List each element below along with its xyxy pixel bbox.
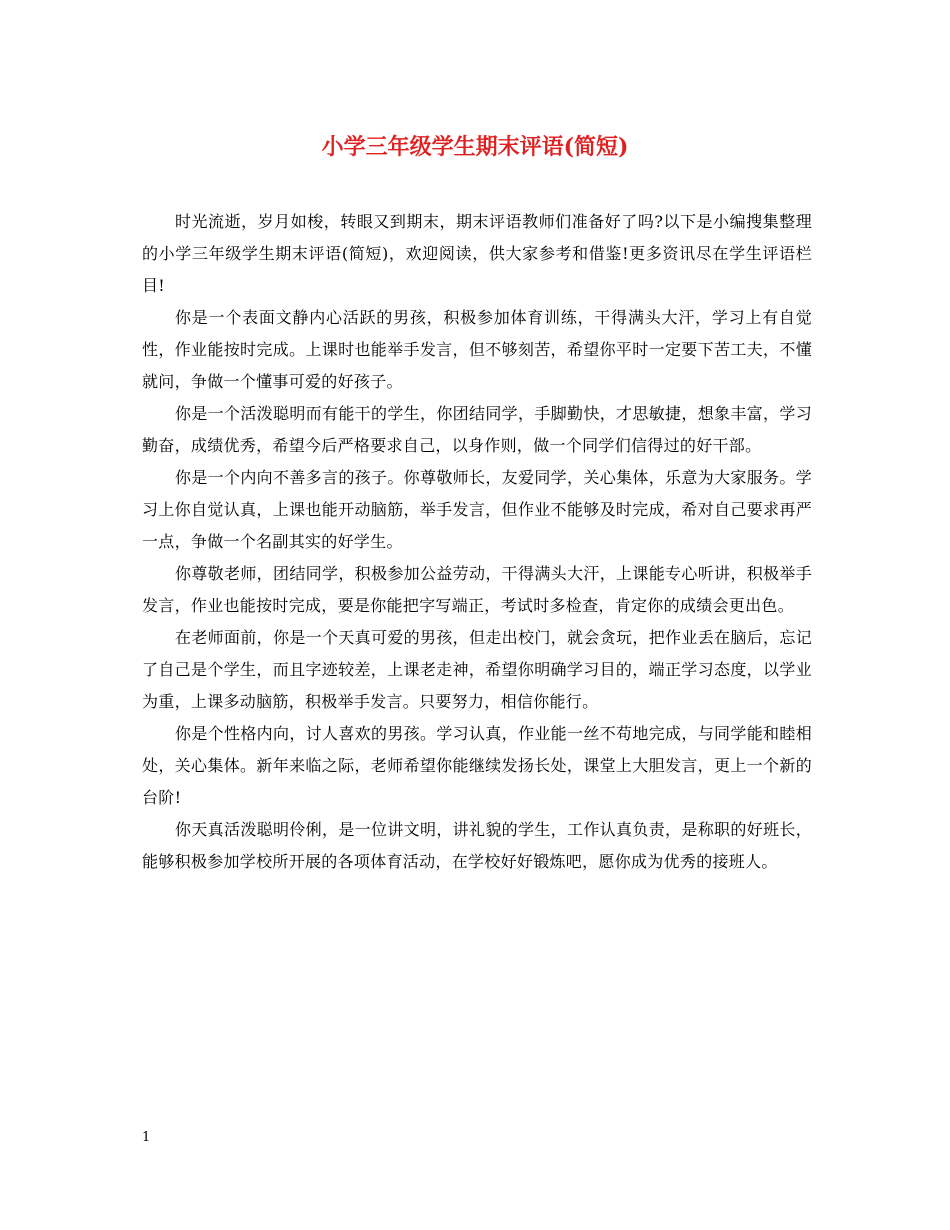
paragraph-comment-2: 你是一个活泼聪明而有能干的学生，你团结同学，手脚勤快，才思敏捷，想象丰富，学习勤奋，成绩优秀，希望今后严格要求自己，以身作则，做一个同学们信得过的好干部。 — [142, 404, 812, 455]
paragraph-comment-5: 在老师面前，你是一个天真可爱的男孩，但走出校门，就会贪玩，把作业丢在脑后，忘记了自己是个学生，而且字迹较差，上课老走神，希望你明确学习目的，端正学习态度，以学业为重，上课多动脑筋，积极举手发言。只要努力，相信你能行。 — [142, 628, 812, 711]
paragraph-comment-1: 你是一个表面文静内心活跃的男孩，积极参加体育训练，干得满头大汗，学习上有自觉性，作业能按时完成。上课时也能举手发言，但不够刻苦，希望你平时一定要下苦工夫，不懂就问，争做一个懂事可爱的好孩子。 — [142, 308, 812, 391]
paragraph-comment-4: 你尊敬老师，团结同学，积极参加公益劳动，干得满头大汗，上课能专心听讲，积极举手发言，作业也能按时完成，要是你能把字写端正，考试时多检查，肯定你的成绩会更出色。 — [142, 564, 812, 615]
document-body — [142, 206, 812, 878]
page-number: 1 — [142, 1130, 151, 1145]
paragraph-comment-3: 你是一个内向不善多言的孩子。你尊敬师长，友爱同学，关心集体，乐意为大家服务。学习上你自觉认真，上课也能开动脑筋，举手发言，但作业不能够及时完成，希对自己要求再严一点，争做一个名副其实的好学生。 — [142, 468, 812, 551]
paragraph-intro: 时光流逝，岁月如梭，转眼又到期末，期末评语教师们准备好了吗?以下是小编搜集整理的小学三年级学生期末评语(简短)，欢迎阅读，供大家参考和借鉴!更多资讯尽在学生评语栏目! — [142, 212, 812, 295]
paragraph-comment-6: 你是个性格内向，讨人喜欢的男孩。学习认真，作业能一丝不苟地完成，与同学能和睦相处，关心集体。新年来临之际，老师希望你能继续发扬长处，课堂上大胆发言，更上一个新的台阶! — [142, 724, 812, 807]
document-title: 小学三年级学生期末评语(简短) — [321, 134, 629, 160]
paragraph-comment-7: 你天真活泼聪明伶俐，是一位讲文明，讲礼貌的学生，工作认真负责，是称职的好班长，能够积极参加学校所开展的各项体育活动，在学校好好锻炼吧，愿你成为优秀的接班人。 — [142, 820, 812, 871]
